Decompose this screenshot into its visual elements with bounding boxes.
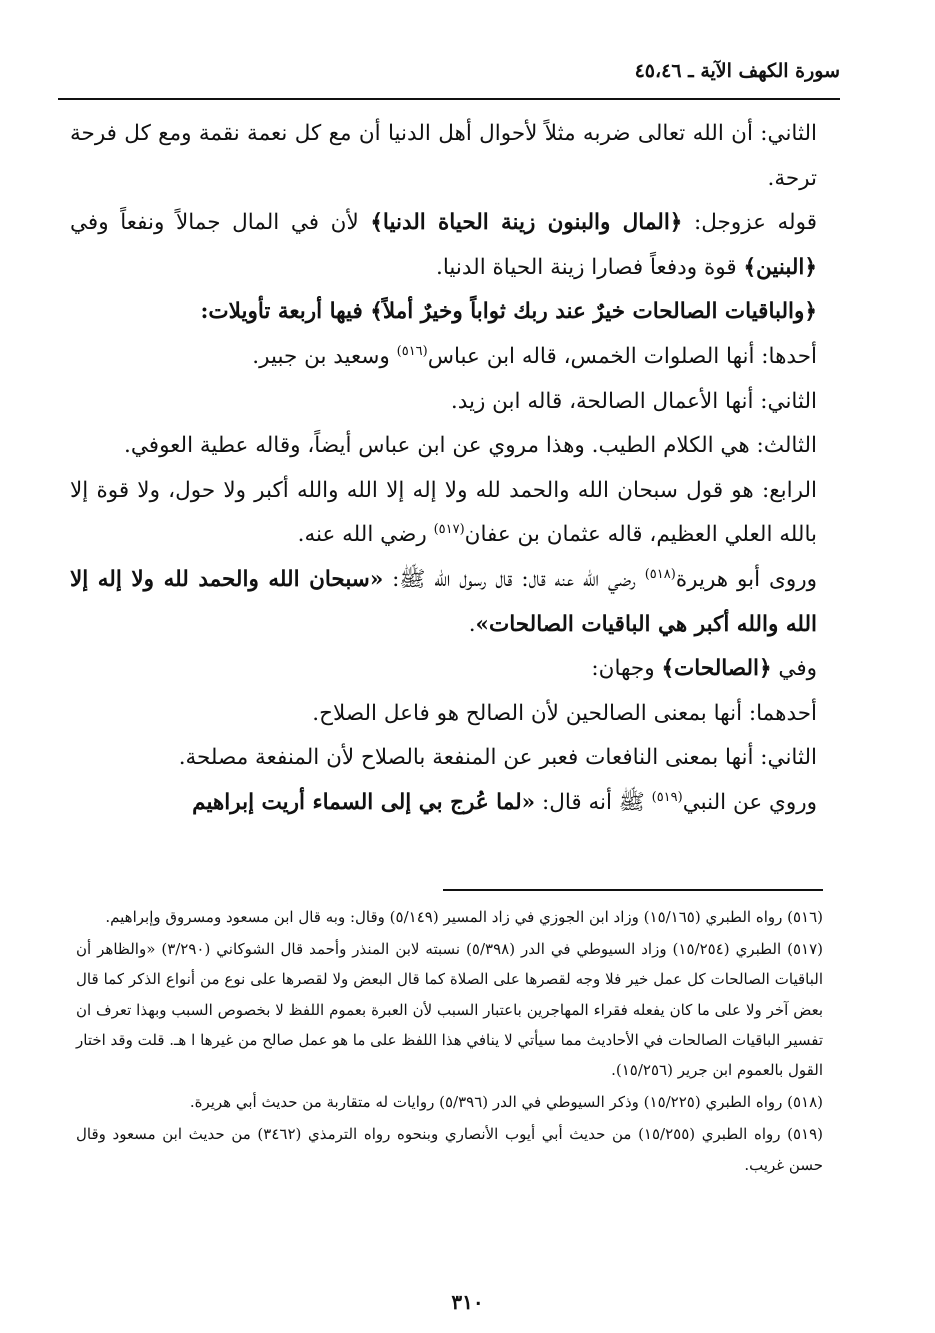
hadith-quote: «سبحان الله والحمد لله ولا إله إلا الله والله أكبر هي الباقيات الصالحات» bbox=[70, 566, 817, 637]
footnote-ref: (٥١٨) bbox=[644, 566, 676, 582]
paragraph-second-meaning: الثاني: أن الله تعالى ضربه مثلاً لأحوال أهل الدنيا أن مع كل نعمة نقمة ومع كل فرحة ترحة. bbox=[70, 121, 817, 191]
page-number: ٣١٠ bbox=[451, 1290, 484, 1314]
footnote-ref: (٥١٦) bbox=[396, 343, 428, 359]
footnote-ref: (٥١٧) bbox=[433, 522, 465, 538]
running-header: سورة الكهف الآية ـ ٤٥،٤٦ bbox=[634, 60, 840, 82]
quran-quote: ﴿المال والبنون زينة الحياة الدنيا﴾ bbox=[370, 210, 683, 236]
main-text bbox=[70, 112, 817, 826]
paragraph-ascension-hadith: وروي عن النبي$^{(٥١٩)}$ ﷺ أنه قال: «لما عُرج بي إلى السماء أريت إبراهيم bbox=[192, 789, 817, 815]
paragraph-aspect-1: أحدهما: أنها بمعنى الصالحين لأن الصالح هو فاعل الصلاح. bbox=[312, 700, 817, 726]
quran-quote: ﴿الصالحات﴾ bbox=[661, 656, 772, 682]
paragraph-interpretation-2: الثاني: أنها الأعمال الصالحة، قاله ابن زيد. bbox=[450, 388, 817, 414]
quran-quote: ﴿البنين﴾ bbox=[743, 254, 817, 280]
footnote-ref: (٥١٩) bbox=[651, 789, 683, 805]
footnote-518: (٥١٨) رواه الطبري (١٥/٢٢٥) وذكر السيوطي في الدر (٥/٣٩٦) روايات له متقاربة من حديث أبي هريرة. bbox=[189, 1093, 823, 1112]
footnote-rule bbox=[443, 889, 823, 891]
paragraph-interpretation-4: الرابع: هو قول سبحان الله والحمد لله ولا إله إلا الله والله أكبر ولا حول، ولا قوة إلا بالله العلي العظيم، قاله عثمان بن عفان$^{(٥١٧)}$ رضي الله عنه. bbox=[70, 477, 817, 548]
hadith-quote: «لما عُرج بي إلى السماء أريت إبراهيم bbox=[192, 789, 536, 815]
footnote-517: (٥١٧) الطبري (١٥/٢٥٤) وزاد السيوطي في الدر (٥/٣٩٨) نسبته لابن المنذر وأحمد قال الشوكاني (٣/٢٩٠) «والظاهر أن الباقيات الصالحات كل عمل خير فلا وجه لقصرها على الصلاة كما قال البعض ولا لقصرها على نوع من أنواع الذكر كما قال بعض آخر ولا على ما كان يفعله فقراء المهاجرين باعتبار السبب لأن العبرة بعموم اللفظ لا بخصوص السبب وبهذا تعرف ان تفسير الباقيات الصالحات في الأحاديث مما سيأتي لا ينافي هذا اللفظ على ما هو عمل صالح من غيرها ا هـ. قلت وقد اختار القول بالعموم ابن جرير (١٥/٢٥٦). bbox=[76, 940, 823, 1080]
paragraph-abu-hurayra-hadith: وروى أبو هريرة$^{(٥١٨)}$ رضي الله عنه قال: قال رسول الله ﷺ: «سبحان الله والحمد لله ولا إله إلا الله والله أكبر هي الباقيات الصالحات». bbox=[70, 566, 817, 637]
paragraph-lasting-good-deeds: ﴿والباقيات الصالحات خيرٌ عند ربك ثواباً وخيرٌ أملاً﴾ فيها أربعة تأويلات: bbox=[200, 299, 817, 325]
footnote-516: (٥١٦) رواه الطبري (١٥/١٦٥) وزاد ابن الجوزي في زاد المسير (٥/١٤٩) وقال: وبه قال ابن مسعود ومسروق وإبراهيم. bbox=[105, 908, 823, 926]
paragraph-wealth-and-sons: قوله عزوجل: ﴿المال والبنون زينة الحياة الدنيا﴾ لأن في المال جمالاً ونفعاً وفي ﴿البنين﴾ قوة ودفعاً فصارا زينة الحياة الدنيا. bbox=[70, 210, 817, 280]
paragraph-interpretation-1: أحدها: أنها الصلوات الخمس، قاله ابن عباس$^{(٥١٦)}$ وسعيد بن جبير. bbox=[252, 343, 817, 369]
footnote-519: (٥١٩) رواه الطبري (١٥/٢٥٥) من حديث أبي أيوب الأنصاري وبنحوه رواه الترمذي (٣٤٦٢) من حديث ابن مسعود وقال حسن غريب. bbox=[76, 1125, 824, 1174]
paragraph-aspect-2: الثاني: أنها بمعنى النافعات فعبر عن المنفعة بالصلاح لأن المنفعة مصلحة. bbox=[178, 745, 817, 771]
quran-quote: ﴿والباقيات الصالحات خيرٌ عند ربك ثواباً وخيرٌ أملاً﴾ bbox=[370, 299, 817, 325]
header-rule bbox=[58, 98, 840, 100]
footnotes bbox=[76, 902, 823, 1182]
paragraph-righteous-two-aspects: وفي ﴿الصالحات﴾ وجهان: bbox=[591, 656, 817, 682]
paragraph-interpretation-3: الثالث: هي الكلام الطيب. وهذا مروي عن ابن عباس أيضاً، وقاله عطية العوفي. bbox=[124, 433, 817, 459]
